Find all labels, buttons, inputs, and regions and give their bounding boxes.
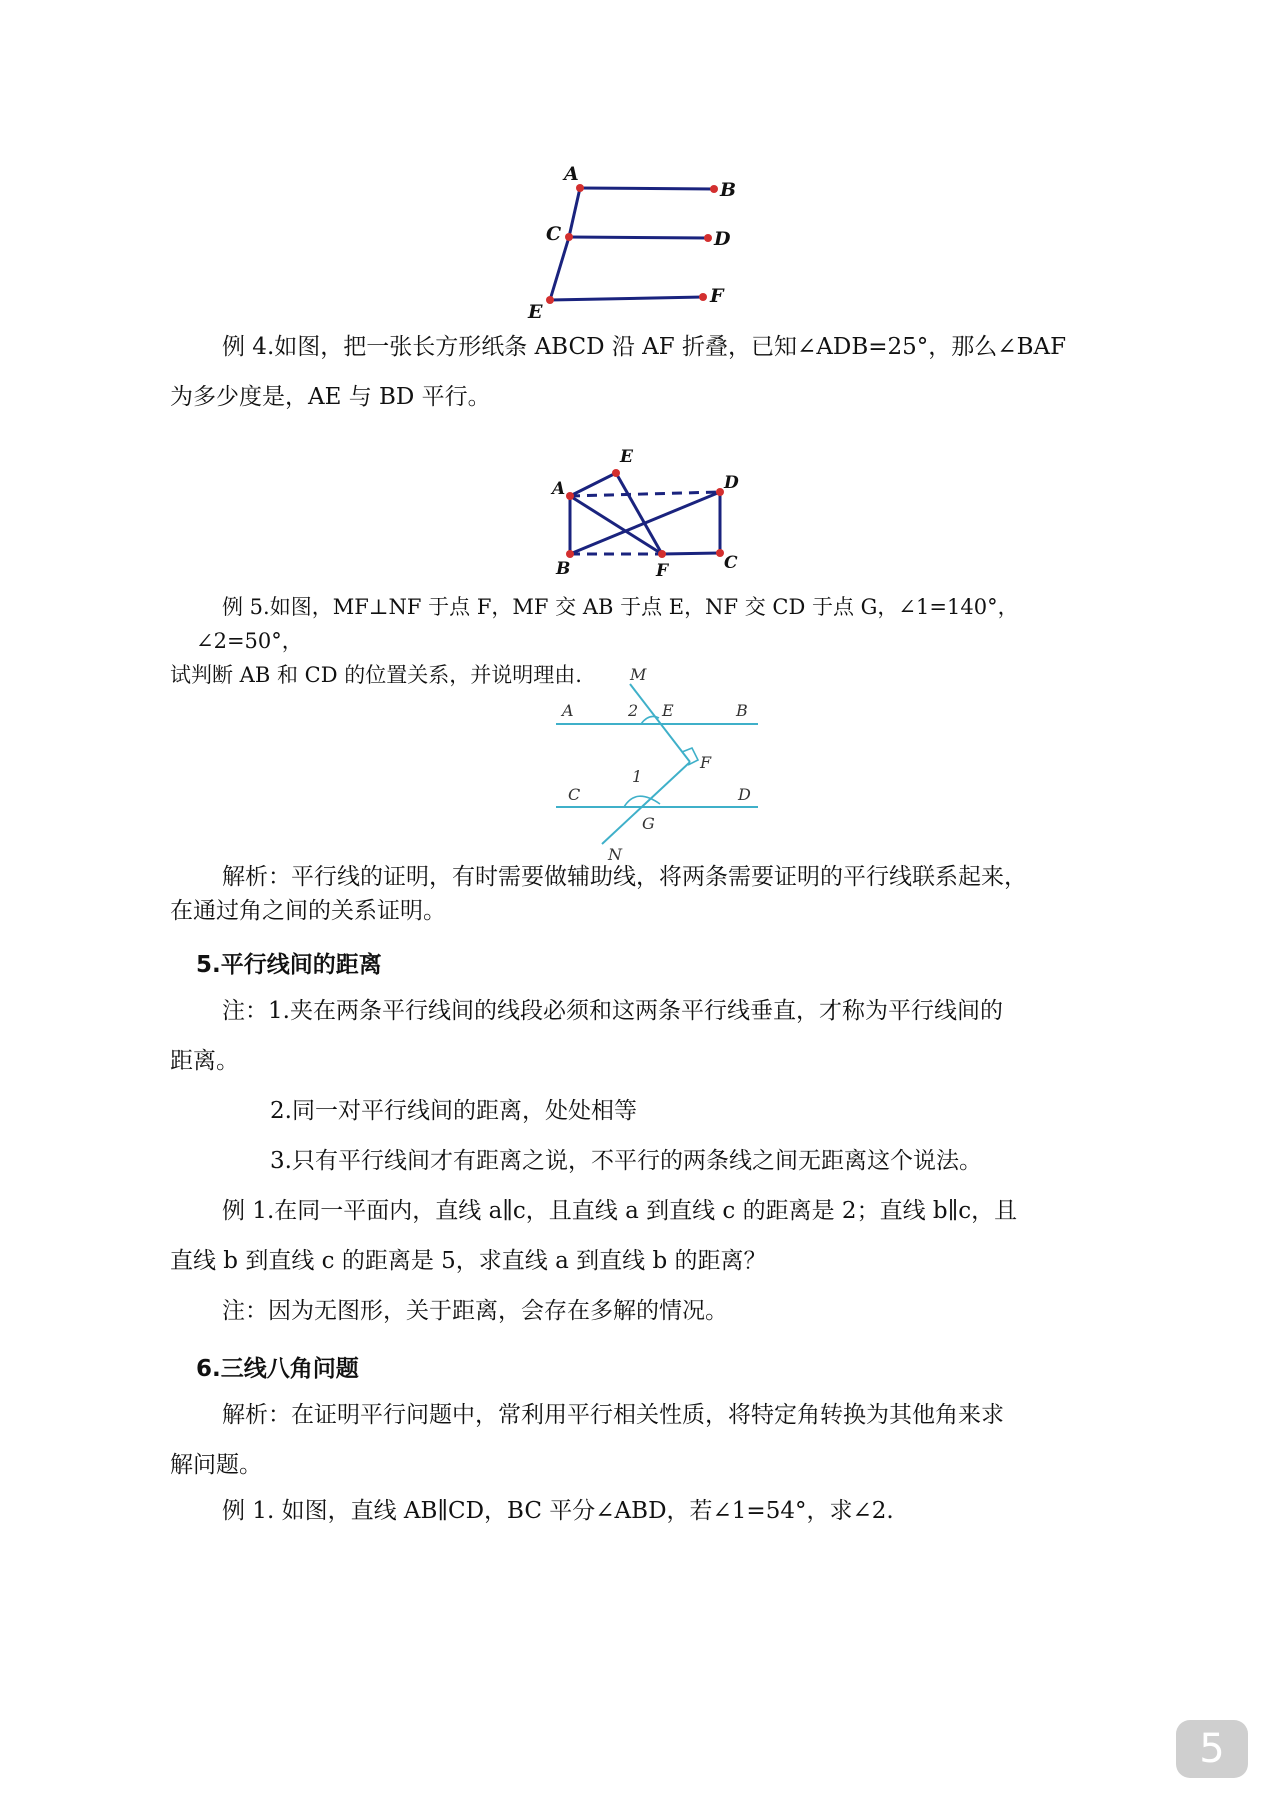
label-G: G: [642, 814, 655, 833]
page-number-badge: 5: [1176, 1720, 1248, 1778]
label-F: F: [656, 561, 669, 581]
label-D: D: [724, 473, 739, 493]
section-6-analysis-line1: 解析：在证明平行问题中，常利用平行相关性质，将特定角转换为其他角来求: [222, 1402, 1004, 1428]
section-5-note-4: 注：因为无图形，关于距离，会存在多解的情况。: [222, 1298, 728, 1324]
label-M: M: [630, 665, 647, 684]
section-5-heading: 5.平行线间的距离: [196, 952, 382, 978]
note-1-line1: 注：1.夹在两条平行线间的线段必须和这两条平行线垂直，才称为平行线间的: [222, 998, 1003, 1024]
label-E: E: [528, 301, 543, 323]
label-F: F: [700, 753, 712, 772]
label-D: D: [738, 785, 751, 804]
label-B: B: [720, 179, 737, 201]
analysis-1: [170, 860, 1096, 928]
label-N: N: [608, 845, 622, 862]
label-angle-2: 2: [628, 701, 639, 720]
figure-parallel-segments: [520, 160, 760, 325]
label-A: A: [552, 479, 566, 499]
section-6-analysis-line2: 解问题。: [170, 1452, 262, 1478]
label-C: C: [724, 553, 738, 573]
section-6-heading: 6.三线八角问题: [196, 1356, 359, 1382]
section-6-example-1: 例 1. 如图，直线 AB∥CD，BC 平分∠ABD，若∠1=54°，求∠2.: [222, 1498, 894, 1524]
example-5-line2: 试判断 AB 和 CD 的位置关系，并说明理由.: [170, 663, 582, 687]
figure-folded-rectangle: [540, 438, 740, 586]
example-4-line2: 为多少度是，AE 与 BD 平行。: [170, 384, 491, 410]
example-1-line2: 直线 b 到直线 c 的距离是 5，求直线 a 到直线 b 的距离？: [170, 1248, 767, 1274]
label-E: E: [662, 701, 674, 720]
section-5-note-3: 3.只有平行线间才有距离之说，不平行的两条线之间无距离这个说法。: [270, 1148, 982, 1174]
note-1-line2: 距离。: [170, 1048, 239, 1074]
label-E: E: [620, 447, 633, 467]
example-4: [170, 322, 1096, 422]
label-D: D: [714, 228, 731, 250]
example-4-line1: 例 4.如图，把一张长方形纸条 ABCD 沿 AF 折叠，已知∠ADB=25°，那么∠BAF: [222, 334, 1067, 360]
label-angle-1: 1: [632, 767, 643, 786]
label-A: A: [562, 701, 574, 720]
analysis-1-line1: 解析：平行线的证明，有时需要做辅助线，将两条需要证明的平行线联系起来，: [222, 864, 1027, 890]
label-A: A: [564, 163, 579, 185]
label-F: F: [710, 285, 724, 307]
example-5-line1: 例 5.如图，MF⊥NF 于点 F，MF 交 AB 于点 E，NF 交 CD 于点 G，∠1=140°，∠2=50°，: [196, 595, 1019, 653]
analysis-1-line2: 在通过角之间的关系证明。: [170, 898, 446, 924]
figure-perpendicular-lines: [550, 662, 770, 862]
label-C: C: [568, 785, 581, 804]
section-5-example-1: [170, 1186, 1096, 1286]
label-B: B: [736, 701, 748, 720]
example-1-line1: 例 1.在同一平面内，直线 a∥c，且直线 a 到直线 c 的距离是 2；直线 b∥c，且: [222, 1198, 1018, 1224]
section-6-analysis: [170, 1390, 1096, 1490]
section-5-note-1: [170, 986, 1096, 1086]
label-C: C: [546, 223, 562, 245]
label-B: B: [556, 559, 571, 579]
section-5-note-2: 2.同一对平行线间的距离，处处相等: [270, 1098, 637, 1124]
